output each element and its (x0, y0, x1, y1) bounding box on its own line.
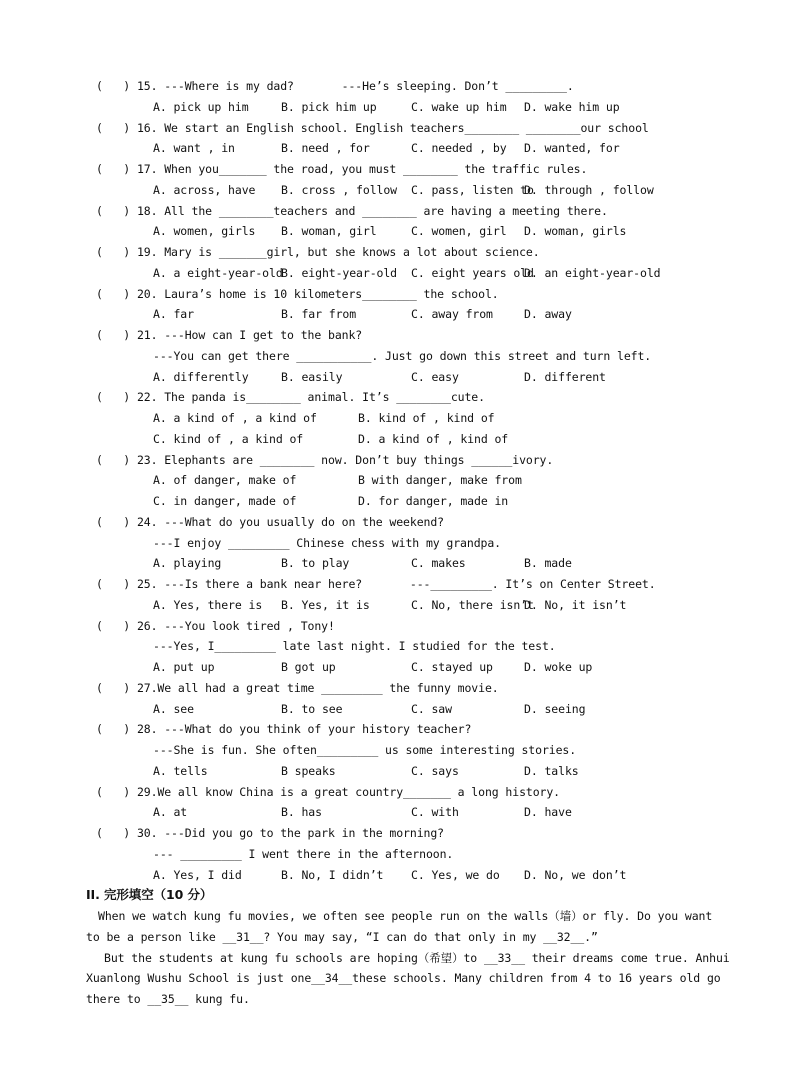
option-b-q27: B. to see (281, 701, 343, 716)
option-d-q15: D. wake him up (524, 99, 620, 114)
options-row-q20 (153, 304, 723, 325)
option-a-q25: A. Yes, there is (153, 597, 263, 612)
option-c-q15: C. wake up him (411, 99, 507, 114)
option-a-q15: A. pick up him (153, 99, 249, 114)
option-b-q23: B with danger, make from (358, 473, 522, 488)
option-a-q24: A. playing (153, 556, 222, 571)
options-row-q16 (153, 138, 723, 159)
option-b-q18: B. woman, girl (281, 224, 377, 239)
options-row-q23 (153, 470, 723, 491)
option-c-q26: C. stayed up (411, 660, 493, 674)
cloze-passage-line: to be a person like __31__? You may say, “I can do that only in my __32__.” (86, 929, 598, 944)
option-d-q28: D. talks (524, 763, 579, 778)
cloze-passage-line: Xuanlong Wushu School is just one__34__these schools. Many children from 4 to 16 years old go (86, 971, 721, 986)
option-a-q26: A. put up (153, 660, 215, 674)
option-c-q24: C. makes (411, 556, 466, 571)
options-row-q15 (153, 97, 723, 118)
options-row-q28 (153, 761, 723, 782)
options-row-q22 (153, 429, 723, 450)
option-d-q19: D. an eight-year-old (524, 265, 661, 280)
question-22-stem: ( ) 22. The panda is________ animal. It’s ________cute. (96, 390, 485, 405)
option-a-q18: A. women, girls (153, 224, 256, 239)
question-28-stem: ( ) 28. ---What do you think of your history teacher? (96, 722, 472, 737)
options-row-q25 (153, 595, 723, 616)
option-b-q28: B speaks (281, 763, 336, 778)
option-b-q24: B. to play (281, 556, 350, 571)
question-25-stem: ( ) 25. ---Is there a bank near here? ---_________. It’s on Center Street. (96, 577, 656, 591)
cloze-passage-line: But the students at kung fu schools are hoping（希望）to __33__ their dreams come true. Anhui (104, 950, 730, 965)
option-c-q25: C. No, there isn’t (411, 597, 534, 612)
options-row-q19 (153, 263, 723, 284)
option-c-q20: C. away from (411, 307, 493, 322)
question-29-stem: ( ) 29.We all know China is a great country_______ a long history. (96, 784, 561, 799)
question-26-stem: ( ) 26. ---You look tired , Tony! (96, 618, 335, 633)
option-d-q25: D. No, it isn’t (524, 597, 627, 612)
options-row-q23 (153, 491, 723, 512)
option-b-q19: B. eight-year-old (281, 265, 398, 280)
option-c-q17: C. pass, listen to (411, 182, 534, 197)
option-b-q22: D. a kind of , kind of (358, 431, 509, 446)
option-b-q21: B. easily (281, 369, 343, 384)
option-a-q16: A. want , in (153, 141, 235, 156)
option-b-q20: B. far from (281, 307, 357, 322)
option-c-q30: C. Yes, we do (411, 867, 500, 882)
option-a-q22: A. a kind of , a kind of (153, 411, 317, 425)
option-a-q22: C. kind of , a kind of (153, 431, 304, 446)
options-row-q17 (153, 180, 723, 201)
option-a-q23: A. of danger, make of (153, 473, 297, 488)
options-row-q21 (153, 367, 723, 388)
option-b-q17: B. cross , follow (281, 182, 398, 197)
question-21-reply: ---You can get there ___________. Just go down this street and turn left. (153, 348, 652, 363)
option-c-q29: C. with (411, 805, 459, 820)
option-c-q28: C. says (411, 763, 459, 778)
options-row-q18 (153, 221, 723, 242)
options-row-q30 (153, 865, 723, 886)
question-26-reply: ---Yes, I_________ late last night. I studied for the test. (153, 639, 556, 654)
option-d-q17: D. through , follow (524, 182, 654, 197)
option-d-q24: B. made (524, 556, 572, 571)
question-15-stem: ( ) 15. ---Where is my dad? ---He’s sleeping. Don’t _________. (96, 79, 574, 93)
option-d-q21: D. different (524, 369, 606, 384)
question-24-stem: ( ) 24. ---What do you usually do on the weekend? (96, 514, 445, 529)
option-a-q27: A. see (153, 701, 194, 716)
option-a-q23: C. in danger, made of (153, 494, 297, 508)
question-23-stem: ( ) 23. Elephants are ________ now. Don’t buy things ______ivory. (96, 452, 554, 467)
question-30-stem: ( ) 30. ---Did you go to the park in the morning? (96, 826, 445, 840)
option-a-q28: A. tells (153, 763, 208, 778)
option-c-q21: C. easy (411, 369, 459, 384)
option-a-q17: A. across, have (153, 182, 256, 197)
options-row-q22 (153, 408, 723, 429)
options-row-q24 (153, 553, 723, 574)
question-19-stem: ( ) 19. Mary is _______girl, but she knows a lot about science. (96, 245, 540, 259)
question-27-stem: ( ) 27.We all had a great time _________ the funny movie. (96, 680, 499, 695)
option-d-q27: D. seeing (524, 701, 586, 716)
options-row-q26 (153, 657, 723, 678)
question-20-stem: ( ) 20. Laura’s home is 10 kilometers________ the school. (96, 286, 499, 301)
option-d-q26: D. woke up (524, 660, 593, 674)
options-row-q27 (153, 699, 723, 720)
option-b-q23: D. for danger, made in (358, 494, 509, 508)
question-21-stem: ( ) 21. ---How can I get to the bank? (96, 328, 363, 342)
option-d-q30: D. No, we don’t (524, 867, 627, 882)
question-28-reply: ---She is fun. She often_________ us some interesting stories. (153, 743, 577, 757)
question-24-reply: ---I enjoy _________ Chinese chess with my grandpa. (153, 535, 502, 550)
cloze-passage-line: there to __35__ kung fu. (86, 992, 250, 1006)
question-17-stem: ( ) 17. When you_______ the road, you must ________ the traffic rules. (96, 162, 588, 176)
option-c-q19: C. eight years old (411, 265, 534, 280)
option-d-q29: D. have (524, 805, 572, 820)
option-a-q29: A. at (153, 805, 188, 820)
question-30-reply: --- _________ I went there in the afternoon. (153, 846, 454, 861)
option-b-q16: B. need , for (281, 141, 370, 156)
option-b-q15: B. pick him up (281, 99, 377, 114)
option-b-q29: B. has (281, 805, 322, 820)
option-d-q20: D. away (524, 307, 572, 322)
question-16-stem: ( ) 16. We start an English school. English teachers________ ________our school (96, 120, 649, 135)
option-a-q20: A. far (153, 307, 194, 322)
option-a-q21: A. differently (153, 369, 249, 384)
section-2-title: II. 完形填空（10 分） (86, 887, 213, 903)
option-b-q30: B. No, I didn’t (281, 867, 384, 882)
option-b-q25: B. Yes, it is (281, 597, 370, 612)
option-d-q18: D. woman, girls (524, 224, 627, 239)
question-18-stem: ( ) 18. All the ________teachers and ________ are having a meeting there. (96, 203, 608, 218)
options-row-q29 (153, 802, 723, 823)
option-c-q18: C. women, girl (411, 224, 507, 239)
option-c-q16: C. needed , by (411, 141, 507, 156)
option-a-q19: A. a eight-year-old (153, 265, 283, 280)
option-c-q27: C. saw (411, 701, 452, 716)
cloze-passage-line: When we watch kung fu movies, we often see people run on the walls（墙）or fly. Do you want (98, 909, 713, 923)
option-a-q30: A. Yes, I did (153, 867, 242, 882)
option-d-q16: D. wanted, for (524, 141, 620, 156)
option-b-q22: B. kind of , kind of (358, 411, 495, 425)
option-b-q26: B got up (281, 660, 336, 674)
